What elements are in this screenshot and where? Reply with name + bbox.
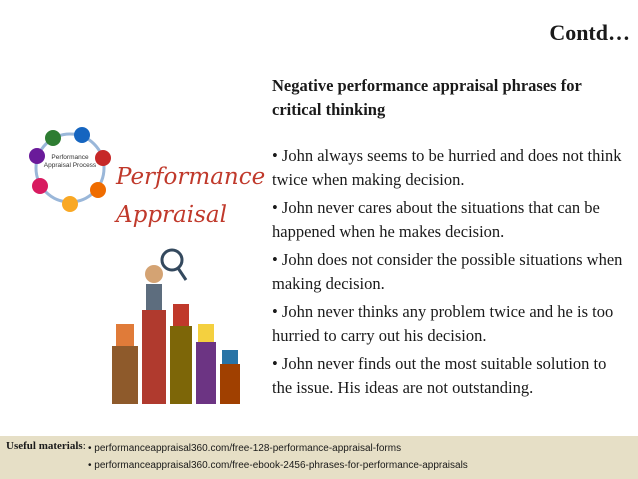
bullet-item: • John does not consider the possible situations when making decision. [272,250,623,293]
performance-appraisal-heading [116,158,266,234]
cycle-label: Performance Appraisal Process [43,154,97,169]
footer-label-text: Useful materials [6,440,83,452]
bullet-item: • John always seems to be hurried and does not think twice when making decision. [272,146,622,189]
footer-link[interactable]: • performanceappraisal360.com/free-ebook-2456-phrases-for-performance-appraisals [88,460,468,471]
heading-line-2: Appraisal [116,202,227,228]
slide-title: Contd… [549,20,630,45]
heading-line-1: Performance [116,164,266,190]
bullet-item: • John never cares about the situations that can be happened when he makes decision. [272,198,600,241]
bullet-item: • John never finds out the most suitable solution to the issue. His ideas are not outstanding. [272,354,607,397]
footer-links [88,440,468,474]
bullet-list [272,144,630,400]
footer-link[interactable]: • performanceappraisal360.com/free-128-performance-appraisal-forms [88,443,402,454]
footer-bar [0,436,638,479]
bullet-item: • John never thinks any problem twice and he is too hurried to carry out his decision. [272,302,614,345]
slide-subtitle: Negative performance appraisal phrases for critical thinking [272,76,582,119]
cycle-diagram-icon [20,118,120,218]
people-stack-icon [112,246,242,404]
slide-content [272,74,630,404]
footer-colon: : [82,440,86,452]
performance-appraisal-clipart [20,118,266,418]
footer-label [6,440,86,452]
